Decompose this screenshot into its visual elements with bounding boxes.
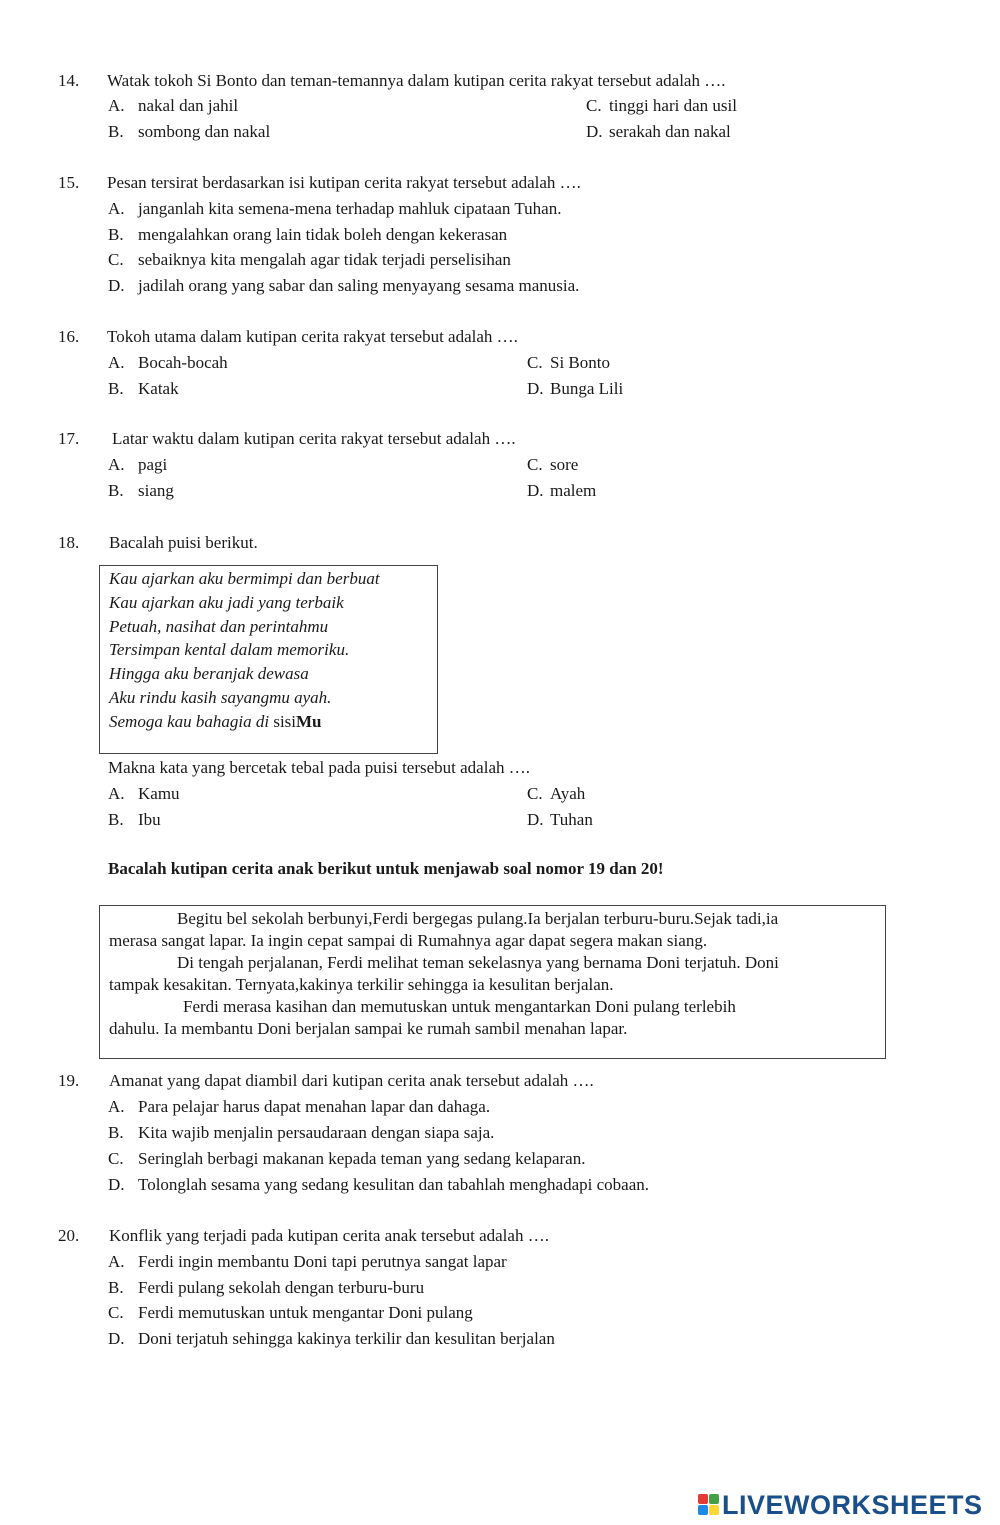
question-sub-stem: Makna kata yang bercetak tebal pada puisi tersebut adalah …. — [108, 758, 530, 777]
option-d[interactable]: D. Bunga Lili — [527, 379, 624, 398]
option-d[interactable]: D. Tuhan — [527, 810, 593, 829]
option-d[interactable]: D. serakah dan nakal — [586, 122, 731, 141]
bold-word: Mu — [296, 712, 322, 731]
poem-box — [99, 565, 438, 754]
poem-line: Petuah, nasihat dan perintahmu — [109, 617, 329, 636]
question-stem: Bacalah puisi berikut. — [109, 533, 258, 552]
option-a[interactable]: A. nakal dan jahil — [108, 96, 239, 115]
option-b[interactable]: B. Kita wajib menjalin persaudaraan dengan siapa saja. — [108, 1123, 495, 1142]
question-stem: Watak tokoh Si Bonto dan teman-temannya dalam kutipan cerita rakyat tersebut adalah …. — [107, 71, 726, 90]
option-b[interactable]: B. mengalahkan orang lain tidak boleh dengan kekerasan — [108, 225, 508, 244]
option-c[interactable]: C. Seringlah berbagi makanan kepada teman yang sedang kelaparan. — [108, 1149, 586, 1168]
option-a[interactable]: A. Bocah-bocah — [108, 353, 228, 372]
question-number: 14. — [58, 71, 80, 90]
logo-icon — [698, 1494, 720, 1516]
story-line: tampak kesakitan. Ternyata,kakinya terkilir sehingga ia kesulitan berjalan. — [109, 975, 614, 994]
option-c[interactable]: C. tinggi hari dan usil — [586, 96, 737, 115]
story-line: Begitu bel sekolah berbunyi,Ferdi bergegas pulang.Ia berjalan terburu-buru.Sejak tadi,ia — [177, 909, 779, 928]
question-number: 19. — [58, 1071, 80, 1090]
option-a[interactable]: A. pagi — [108, 455, 168, 474]
option-d[interactable]: D. Tolonglah sesama yang sedang kesulitan dan tabahlah menghadapi cobaan. — [108, 1175, 650, 1194]
poem-line: Semoga kau bahagia di sisiMu — [109, 712, 322, 731]
poem-line: Tersimpan kental dalam memoriku. — [109, 640, 350, 659]
option-c[interactable]: C. Si Bonto — [527, 353, 610, 372]
option-a[interactable]: A. Kamu — [108, 784, 180, 803]
option-a[interactable]: A. Ferdi ingin membantu Doni tapi perutnya sangat lapar — [108, 1252, 507, 1271]
poem-line: Hingga aku beranjak dewasa — [109, 664, 309, 683]
question-number: 15. — [58, 173, 80, 192]
question-stem: Amanat yang dapat diambil dari kutipan cerita anak tersebut adalah …. — [109, 1071, 594, 1090]
question-number: 16. — [58, 327, 80, 346]
story-box — [99, 905, 886, 1059]
option-a[interactable]: A. janganlah kita semena-mena terhadap mahluk cipataan Tuhan. — [108, 199, 562, 218]
option-c[interactable]: C. sore — [527, 455, 579, 474]
question-stem: Pesan tersirat berdasarkan isi kutipan cerita rakyat tersebut adalah …. — [107, 173, 581, 192]
story-line: dahulu. Ia membantu Doni berjalan sampai ke rumah sambil menahan lapar. — [109, 1019, 628, 1038]
question-stem: Tokoh utama dalam kutipan cerita rakyat tersebut adalah …. — [107, 327, 518, 346]
option-b[interactable]: B. Katak — [108, 379, 179, 398]
poem-line: Kau ajarkan aku jadi yang terbaik — [109, 593, 344, 612]
question-stem: Latar waktu dalam kutipan cerita rakyat tersebut adalah …. — [112, 429, 516, 448]
option-b[interactable]: B. sombong dan nakal — [108, 122, 271, 141]
story-line: Ferdi merasa kasihan dan memutuskan untuk mengantarkan Doni pulang terlebih — [183, 997, 736, 1016]
option-d[interactable]: D. malem — [527, 481, 597, 500]
option-a[interactable]: A. Para pelajar harus dapat menahan lapar dan dahaga. — [108, 1097, 491, 1116]
question-stem: Konflik yang terjadi pada kutipan cerita anak tersebut adalah …. — [109, 1226, 549, 1245]
option-d[interactable]: D. Doni terjatuh sehingga kakinya terkilir dan kesulitan berjalan — [108, 1329, 555, 1348]
question-number: 20. — [58, 1226, 80, 1245]
option-b[interactable]: B. Ferdi pulang sekolah dengan terburu-buru — [108, 1278, 425, 1297]
story-line: merasa sangat lapar. Ia ingin cepat sampai di Rumahnya agar dapat segera makan siang. — [109, 931, 708, 950]
option-b[interactable]: B. Ibu — [108, 810, 161, 829]
poem-line: Kau ajarkan aku bermimpi dan berbuat — [109, 569, 380, 588]
story-line: Di tengah perjalanan, Ferdi melihat teman sekelasnya yang bernama Doni terjatuh. Doni — [177, 953, 779, 972]
option-d[interactable]: D. jadilah orang yang sabar dan saling menyayang sesama manusia. — [108, 276, 580, 295]
poem-line: Aku rindu kasih sayangmu ayah. — [109, 688, 332, 707]
option-c[interactable]: C. Ayah — [527, 784, 586, 803]
option-b[interactable]: B. siang — [108, 481, 174, 500]
logo-text: LIVEWORKSHEETS — [722, 1490, 983, 1520]
option-c[interactable]: C. sebaiknya kita mengalah agar tidak terjadi perselisihan — [108, 250, 511, 269]
question-number: 18. — [58, 533, 80, 552]
reading-instruction: Bacalah kutipan cerita anak berikut untuk menjawab soal nomor 19 dan 20! — [108, 859, 664, 878]
option-c[interactable]: C. Ferdi memutuskan untuk mengantar Doni pulang — [108, 1303, 473, 1322]
question-number: 17. — [58, 429, 80, 448]
